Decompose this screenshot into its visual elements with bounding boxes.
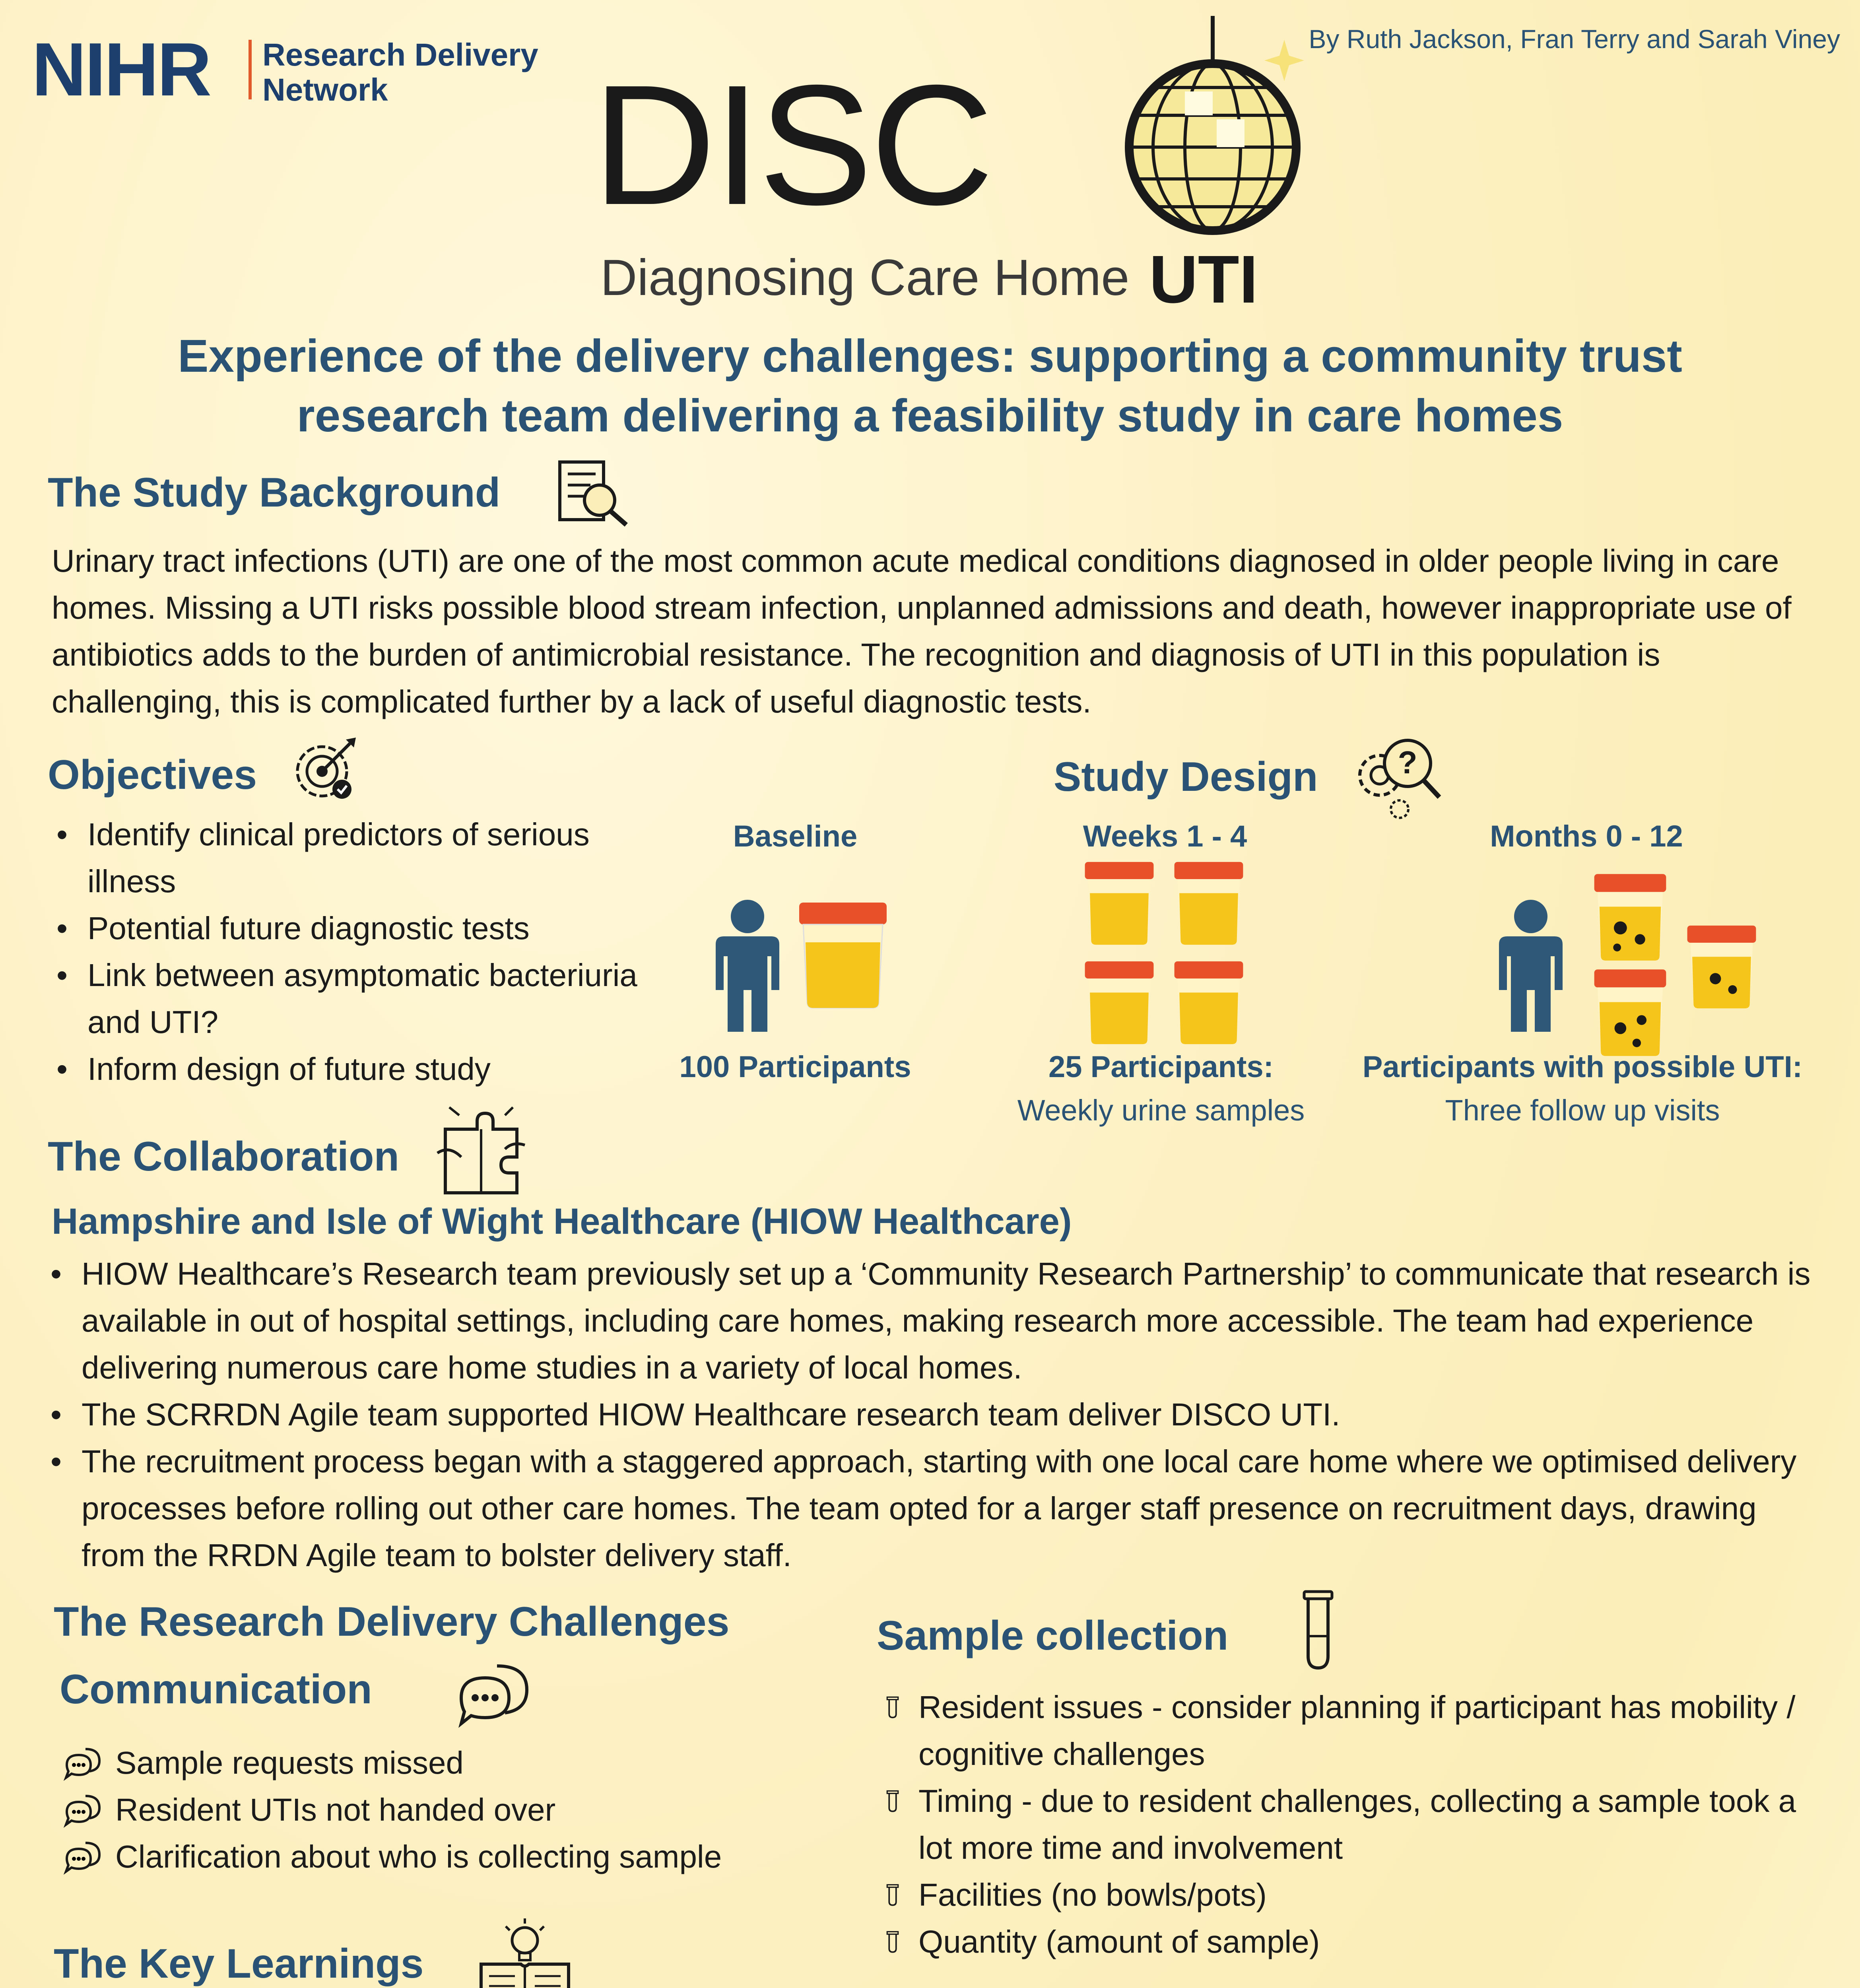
communication-list xyxy=(64,1740,859,1880)
phase-caption: 25 Participants: xyxy=(1048,1050,1274,1084)
authors: By Ruth Jackson, Fran Terry and Sarah Viney xyxy=(1309,24,1840,54)
nihr-divider xyxy=(249,40,252,99)
sample-collection-list xyxy=(883,1684,1817,1965)
disco-subtitle: Diagnosing Care Home xyxy=(600,249,1130,306)
sample-item xyxy=(883,1918,1817,1965)
communication-item xyxy=(64,1740,859,1786)
chat-bullet-icon xyxy=(64,1839,102,1875)
sample-text: Resident issues - consider planning if participant has mobility / cognitive challenges xyxy=(918,1689,1796,1772)
disco-logo xyxy=(592,50,1324,322)
collaboration-item: • HIOW Healthcare’s Research team previously set up a ‘Community Research Partnership’ to communicate that research is available in out of hospital settings, including care homes, making research more accessible. The team had experience delivering numerous care home studies in a variety of local homes. xyxy=(46,1250,1823,1391)
nihr-network-line2: Network xyxy=(262,72,388,107)
test-tube-bullet-icon xyxy=(883,1924,907,1960)
objective-item: • Link between asymptomatic bacteriuria and UTI? xyxy=(52,952,660,1046)
chat-bullet-icon xyxy=(64,1792,102,1828)
urine-sample-icon xyxy=(1081,958,1157,1046)
objective-item: • Identify clinical predictors of serious illness xyxy=(52,811,660,905)
nihr-network-line1: Research Delivery xyxy=(262,37,538,72)
learnings-heading: The Key Learnings xyxy=(54,1941,424,1987)
urine-sample-icon xyxy=(1171,958,1246,1046)
sample-item xyxy=(883,1684,1817,1778)
collaboration-item: • The SCRRDN Agile team supported HIOW Healthcare research team deliver DISCO UTI. xyxy=(46,1391,1823,1438)
test-tube-bullet-icon xyxy=(883,1783,907,1819)
objective-item: • Potential future diagnostic tests xyxy=(52,905,660,952)
infected-sample-icon xyxy=(1684,922,1759,1010)
phase-subcaption: Weekly urine samples xyxy=(1017,1094,1305,1127)
phase-subcaption: Three follow up visits xyxy=(1445,1094,1720,1127)
infected-sample-icon xyxy=(1590,966,1670,1058)
svg-text:?: ? xyxy=(1398,745,1417,780)
test-tube-icon xyxy=(1300,1588,1336,1672)
communication-text: Sample requests missed xyxy=(115,1745,464,1780)
uti-samples-cluster xyxy=(1590,871,1773,1054)
gear-question-icon xyxy=(1352,732,1447,823)
sample-item xyxy=(883,1778,1817,1872)
puzzle-hands-icon xyxy=(433,1105,529,1197)
sample-text: Quantity (amount of sample) xyxy=(918,1924,1320,1959)
communication-heading: Communication xyxy=(60,1666,372,1712)
urine-sample-icon xyxy=(1081,859,1157,946)
person-icon xyxy=(1495,899,1567,1034)
weekly-samples-grid xyxy=(1081,859,1256,1050)
test-tube-bullet-icon xyxy=(883,1877,907,1913)
phase-title: Baseline xyxy=(733,819,858,853)
person-icon xyxy=(712,899,783,1034)
communication-text: Resident UTIs not handed over xyxy=(115,1792,556,1827)
phase-title: Weeks 1 - 4 xyxy=(1083,819,1247,853)
infected-sample-icon xyxy=(1590,871,1670,962)
target-icon xyxy=(290,736,362,803)
test-tube-bullet-icon xyxy=(883,1689,907,1725)
background-heading: The Study Background xyxy=(48,470,501,516)
sample-item xyxy=(883,1872,1817,1918)
chat-bubble-icon xyxy=(453,1658,533,1730)
collaboration-subheading: Hampshire and Isle of Wight Healthcare (HIOW Healthcare) xyxy=(52,1201,1072,1242)
collaboration-heading: The Collaboration xyxy=(48,1134,399,1180)
nihr-logo xyxy=(32,28,569,111)
phase-baseline xyxy=(672,819,918,854)
phase-title: Months 0 - 12 xyxy=(1490,819,1683,853)
disco-wordmark: DISC xyxy=(592,50,992,241)
communication-item xyxy=(64,1786,859,1833)
open-book-bulb-icon xyxy=(477,1916,573,1988)
objective-item: • Inform design of future study xyxy=(52,1046,660,1093)
collaboration-item: • The recruitment process began with a staggered approach, starting with one local care home where we optimised delivery processes before rolling out other care homes. The team opted for a larger staff presence on recruitment days, drawing from the RRDN Agile team to bolster delivery staff. xyxy=(46,1438,1823,1579)
nihr-wordmark: NIHR xyxy=(32,27,210,112)
phase-caption: Participants with possible UTI: xyxy=(1362,1050,1803,1084)
background-text: Urinary tract infections (UTI) are one of the most common acute medical conditions diagnosed in older people living in care homes. Missing a UTI risks possible blood stream infection, unplanned admissions and death, however inappropriate use of antibiotics adds to the burden of antimicrobial resistance. The recognition and diagnosis of UTI in this population is challenging, this is complicated further by a lack of useful diagnostic tests. xyxy=(52,543,1792,719)
phase-caption: 100 Participants xyxy=(679,1050,911,1084)
disco-uti: UTI xyxy=(1149,242,1258,317)
objectives-list xyxy=(52,811,660,1093)
urine-sample-icon xyxy=(795,899,891,1010)
challenges-heading: The Research Delivery Challenges xyxy=(54,1599,730,1645)
sample-collection-heading: Sample collection xyxy=(877,1613,1229,1659)
objectives-heading: Objectives xyxy=(48,752,257,798)
disco-ball-icon xyxy=(1117,16,1308,250)
sample-text: Facilities (no bowls/pots) xyxy=(918,1877,1267,1912)
chat-bullet-icon xyxy=(64,1745,102,1781)
collaboration-list xyxy=(46,1250,1823,1579)
title-line-1: Experience of the delivery challenges: supporting a community trust xyxy=(178,330,1682,382)
design-heading: Study Design xyxy=(1054,754,1318,800)
document-search-icon xyxy=(553,457,632,529)
communication-item xyxy=(64,1833,859,1880)
urine-sample-icon xyxy=(1171,859,1246,946)
communication-text: Clarification about who is collecting sample xyxy=(115,1839,722,1874)
poster-title xyxy=(0,326,1860,445)
title-line-2: research team delivering a feasibility study in care homes xyxy=(297,390,1563,441)
sample-text: Timing - due to resident challenges, collecting a sample took a lot more time and involvement xyxy=(918,1783,1796,1866)
